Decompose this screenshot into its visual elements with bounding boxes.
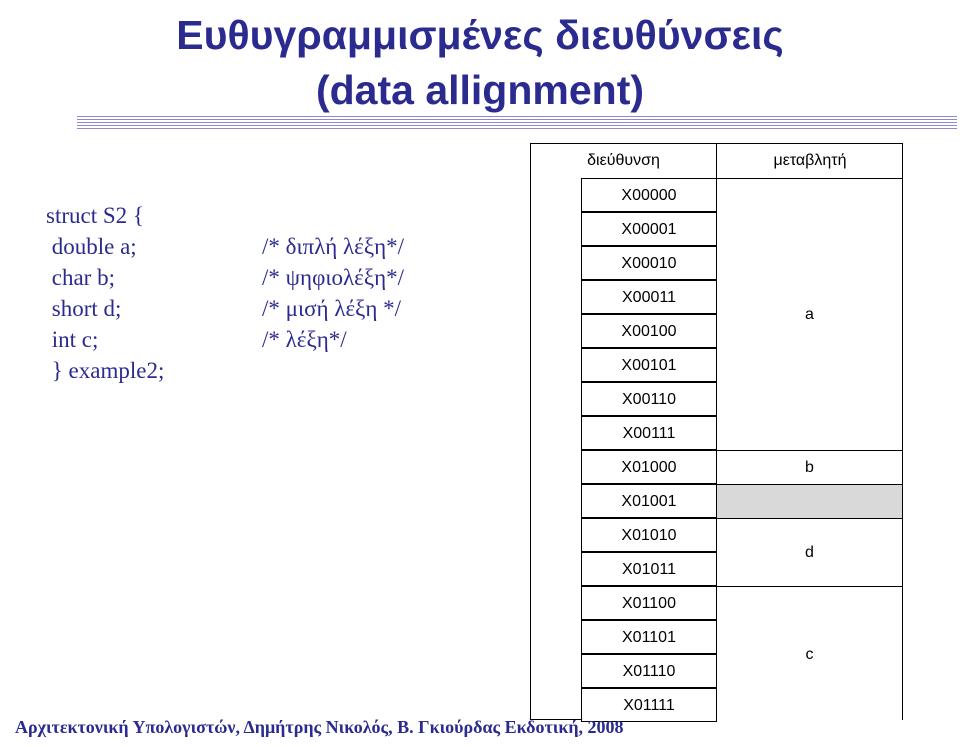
code-line: int c; [46, 327, 99, 352]
address-cell: X01100 [581, 586, 716, 620]
header-address: διεύθυνση [587, 152, 660, 169]
address-cell: X01111 [581, 688, 716, 722]
header-variable: μεταβλητή [716, 144, 903, 178]
address-cell: X01001 [581, 484, 716, 518]
code-line: double a; [46, 234, 137, 259]
address-cell: X00001 [581, 212, 716, 246]
footer-citation: Αρχιτεκτονική Υπολογιστών, Δημήτρης Νικολός, Β. Γκιούρδας Εκδοτική, 2008 [15, 717, 624, 737]
code-comment: /* ψηφιολέξη*/ [262, 265, 405, 290]
memory-layout-table [530, 143, 903, 720]
address-cell: X01110 [581, 654, 716, 688]
padding-cell [716, 484, 902, 518]
variable-cell-c: c [716, 586, 902, 722]
title-divider [77, 116, 957, 130]
code-comment: /* διπλή λέξη*/ [262, 234, 404, 259]
address-cell: X01101 [581, 620, 716, 654]
slide-title: Ευθυγραμμισμένες διευθύνσεις [176, 12, 784, 58]
address-cell: X01000 [581, 450, 716, 484]
code-line: } example2; [46, 358, 165, 383]
code-line: short d; [46, 296, 122, 321]
struct-code [46, 200, 164, 386]
address-cell: X00101 [581, 348, 716, 382]
address-cell: X00100 [581, 314, 716, 348]
address-cell: X00010 [581, 246, 716, 280]
variable-cell-d: d [716, 518, 902, 586]
variable-cell-a: a [716, 178, 902, 450]
slide-subtitle: (data allignment) [315, 67, 645, 113]
address-cell: X01011 [581, 552, 716, 586]
code-comment: /* μισή λέξη */ [262, 296, 402, 321]
address-cell: X00011 [581, 280, 716, 314]
address-cell: X00110 [581, 382, 716, 416]
code-comment: /* λέξη*/ [262, 327, 347, 352]
address-cell: X00000 [581, 178, 716, 212]
code-line: struct S2 { [46, 203, 144, 228]
struct-comments [262, 231, 404, 355]
code-line: char b; [46, 265, 115, 290]
address-cell: X00111 [581, 416, 716, 450]
address-cell: X01010 [581, 518, 716, 552]
variable-cell-b: b [716, 450, 902, 484]
